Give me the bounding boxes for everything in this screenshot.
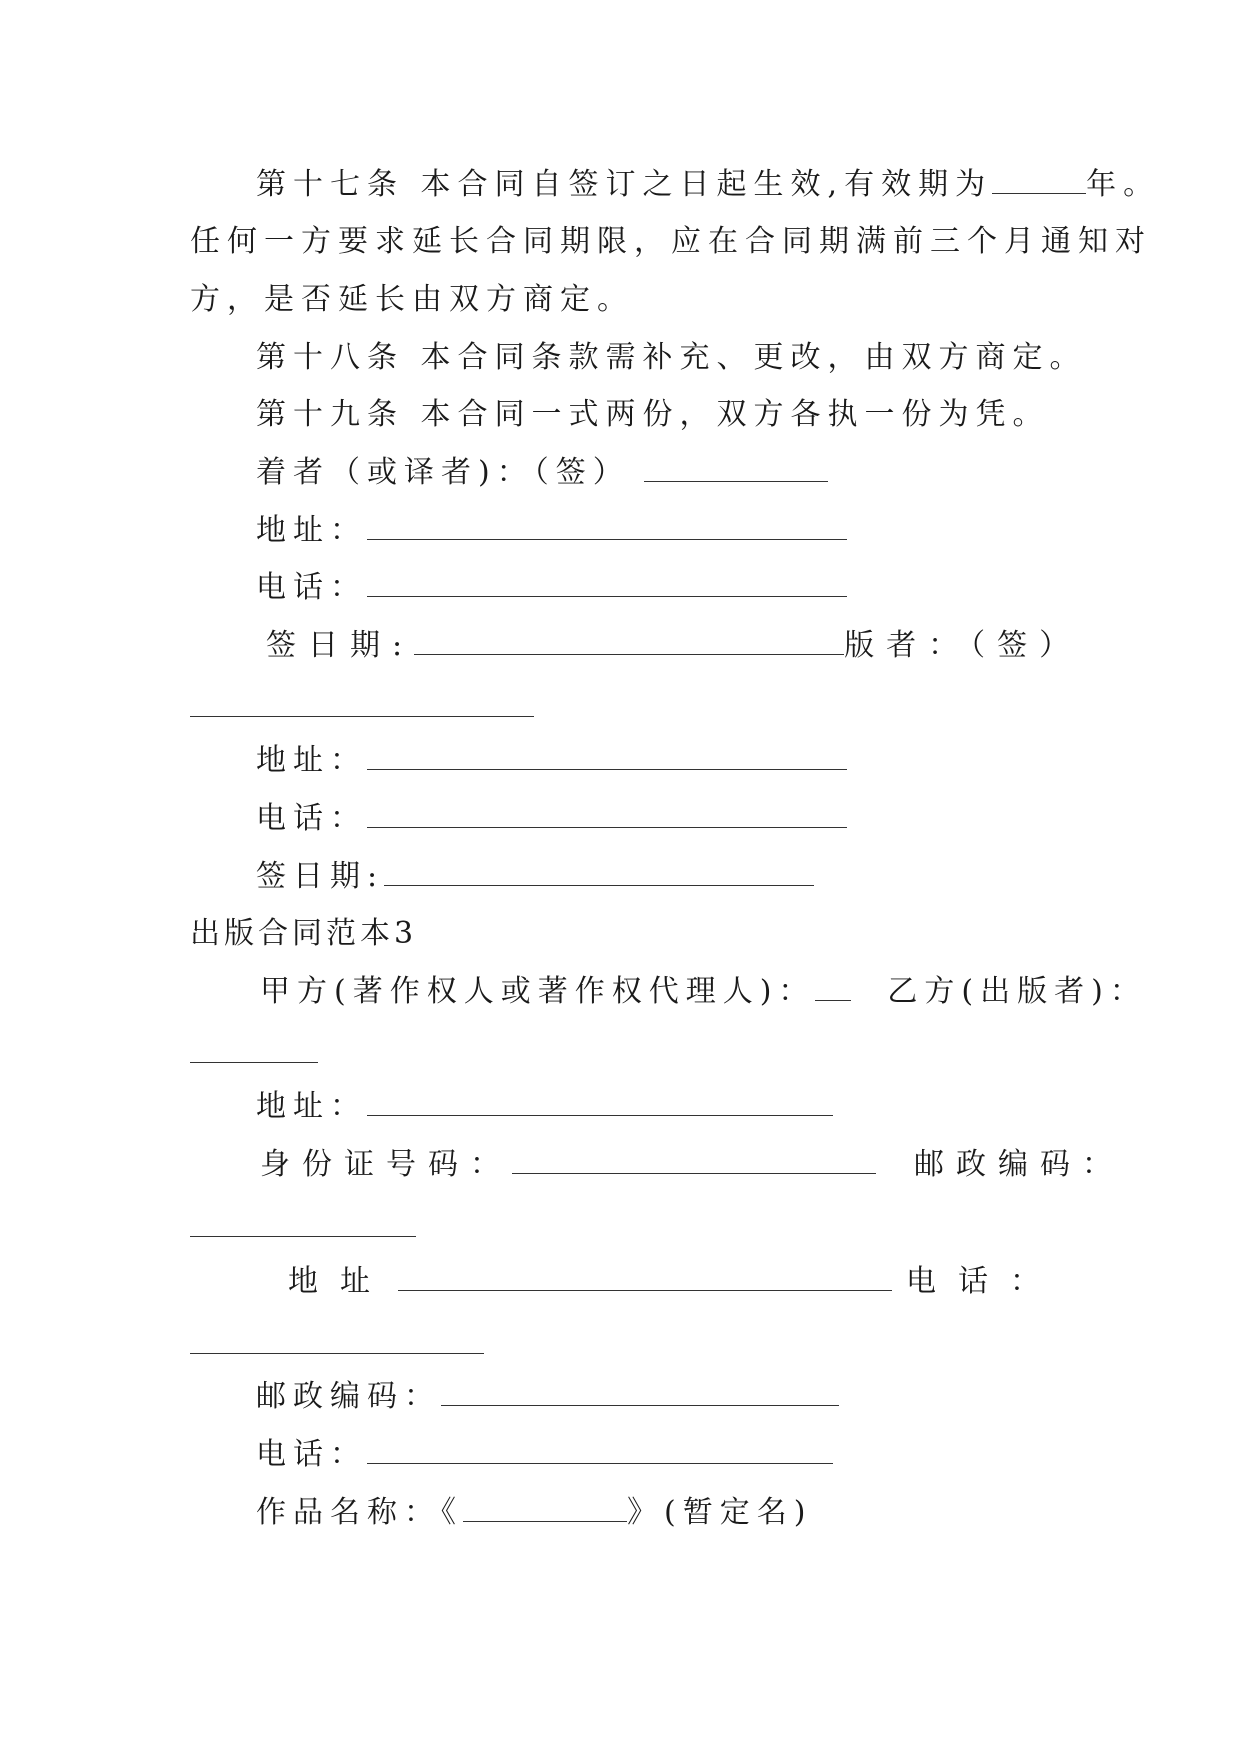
article-17-line-2: 任何一方要求延长合同期限，应在合同期满前三个月通知对 (190, 224, 1152, 259)
article-17-line-3: 方，是否延长由双方商定。 (190, 282, 634, 317)
article-19: 第十九条 本合同一式两份，双方各执一份为凭。 (256, 397, 1050, 432)
party-a-blank[interactable] (815, 972, 851, 1001)
publisher-date-blank[interactable] (384, 857, 814, 886)
author-sign-line: 着者（或译者)：（签） (256, 453, 828, 493)
party-b-address-blank[interactable] (398, 1262, 892, 1291)
publisher-address-blank[interactable] (367, 741, 847, 770)
article-18: 第十八条 本合同条款需补充、更改，由双方商定。 (256, 340, 1087, 375)
author-date-blank[interactable] (414, 626, 844, 655)
publisher-phone-line: 电话： (256, 799, 847, 839)
party-a-address-blank[interactable] (367, 1087, 833, 1116)
postcode-1-blank[interactable] (190, 1236, 416, 1237)
author-address-blank[interactable] (367, 511, 847, 540)
validity-years-blank[interactable] (992, 165, 1086, 194)
publisher-sign-blank[interactable] (190, 716, 534, 717)
id-number-blank[interactable] (512, 1145, 876, 1174)
work-name-blank[interactable] (463, 1493, 627, 1522)
sample-title: 出版合同范本3 (190, 916, 418, 951)
author-phone-blank[interactable] (367, 568, 847, 597)
parties-line: 甲方(著作权人或著作权代理人)： 乙方(出版者)： (260, 974, 1147, 1009)
phone-4-line: 电话： (256, 1435, 833, 1475)
author-sign-blank[interactable] (644, 453, 828, 482)
id-postcode-line: 身份证号码： 邮政编码： (260, 1147, 1124, 1182)
publisher-address-line: 地址： (256, 741, 847, 781)
postcode-2-line: 邮政编码： (256, 1377, 839, 1417)
author-address-line: 地址： (256, 511, 847, 551)
phone-4-blank[interactable] (367, 1435, 833, 1464)
article-17-line-1: 第十七条 本合同自签订之日起生效,有效期为 年。 (256, 167, 1161, 202)
postcode-2-blank[interactable] (441, 1377, 839, 1406)
author-phone-line: 电话： (256, 568, 847, 608)
party-b-blank[interactable] (190, 1062, 318, 1063)
author-date-publisher-line: 签日期: 版者：（签） (266, 628, 1082, 663)
phone-3-blank[interactable] (190, 1353, 484, 1354)
publisher-date-line: 签日期: (256, 857, 814, 897)
publisher-phone-blank[interactable] (367, 799, 847, 828)
party-a-address-line: 地址： (256, 1087, 833, 1127)
work-name-line: 作品名称：《 》(暂定名) (256, 1495, 813, 1530)
address-phone-line: 地址 电话： (288, 1264, 1062, 1299)
